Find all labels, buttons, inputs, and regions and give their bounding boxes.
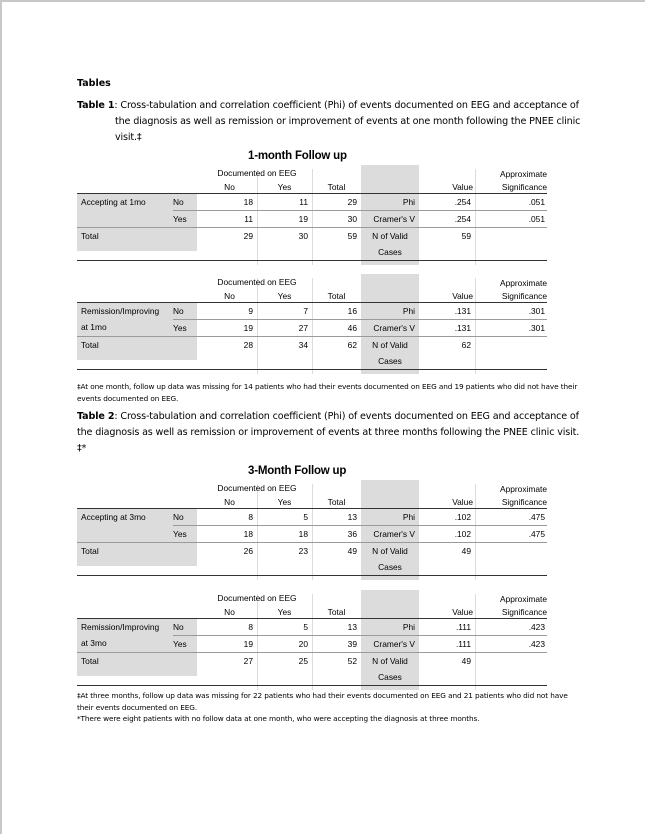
stat-header-approximate: Approximate [499,594,547,604]
stat-value: .131 [454,323,471,333]
stat-significance: .051 [528,197,545,207]
stat-label: Cramer's V [373,323,415,333]
stat-value: .111 [455,639,471,649]
cell-total: 29 [347,197,357,207]
total-total: 52 [347,656,357,666]
col-header-no: No [224,291,235,301]
row-label: Remission/Improving [81,306,160,316]
n-valid-label-line2: Cases [378,672,402,682]
total-yes: 34 [298,340,308,350]
total-no: 26 [243,546,253,556]
stat-value: .102 [454,512,471,522]
document-page [77,76,582,725]
total-no: 28 [243,340,253,350]
col-header-yes: Yes [277,497,292,507]
table2-title: 3-Month Follow up [248,465,347,477]
stat-label: Phi [402,622,415,632]
stat-label: Phi [402,197,415,207]
bottom-rule [77,369,547,370]
group-header: Documented on EEG [217,483,297,493]
stat-significance: .423 [528,622,545,632]
stat-value: .131 [454,306,471,316]
col-header-total: Total [327,182,346,192]
cell-yes: 11 [299,197,308,207]
sub-label: No [173,622,184,632]
page-border-top [0,0,645,2]
group-header: Documented on EEG [217,277,297,287]
cell-total: 36 [347,529,357,539]
col-header-no: No [224,607,235,617]
n-valid-label-line2: Cases [378,356,402,366]
stat-header-approximate: Approximate [499,169,547,179]
table1-caption-text: : Cross-tabulation and correlation coefficient (Phi) of events documented on EEG and acceptance of the diagnosis as well as remission or improvement of events at one month following the PNEE clinic visit.‡ [114,100,581,143]
cell-no: 9 [248,306,253,316]
table1-title: 1-month Follow up [248,150,347,162]
cell-no: 19 [243,323,253,333]
cell-no: 11 [244,214,253,224]
row-label: Accepting at 3mo [81,512,146,522]
stat-value: .111 [455,622,471,632]
bottom-rule [77,575,547,576]
total-total: 62 [347,340,357,350]
total-yes: 25 [298,656,308,666]
stat-label: Cramer's V [373,529,415,539]
col-header-no: No [224,497,235,507]
table1-label: Table 1 [77,100,115,111]
total-label: Total [81,546,99,556]
stat-significance: .301 [528,306,545,316]
stat-header-value: Value [452,182,473,192]
col-header-yes: Yes [277,607,292,617]
page-border-left [0,0,2,834]
col-header-total: Total [327,291,346,301]
total-total: 59 [347,231,357,241]
col-header-no: No [224,182,235,192]
bottom-rule [77,685,547,686]
stat-header-value: Value [452,607,473,617]
table2-section-remission [77,590,569,690]
row-label-line2: at 1mo [81,322,107,332]
stat-value: .102 [454,529,471,539]
n-valid-label-line2: Cases [378,247,402,257]
table1 [77,146,569,396]
cell-total: 30 [347,214,357,224]
stat-header-value: Value [452,497,473,507]
n-valid-value: 49 [461,546,471,556]
table2 [77,457,569,702]
group-header: Documented on EEG [217,168,297,178]
table1-footnote: ‡At one month, follow up data was missing for 14 patients who had their events documented on EEG and 19 patients who did not have their events documented on EEG. [77,382,578,403]
cell-no: 8 [248,622,253,632]
stat-significance: .423 [528,639,545,649]
total-label: Total [81,340,99,350]
sub-label: No [173,512,184,522]
col-header-total: Total [327,607,346,617]
n-valid-label: N of Valid [372,546,408,556]
cell-total: 46 [347,323,357,333]
table2-caption-text: : Cross-tabulation and correlation coefficient (Phi) of events documented on EEG and acceptance of the diagnosis as well as remission or improvement of events at three months following the PNEE clinic visit. ‡* [77,411,580,454]
bottom-rule [77,260,547,261]
sub-label: Yes [173,214,187,224]
total-no: 27 [243,656,253,666]
total-label: Total [81,231,99,241]
stat-header-significance: Significance [501,497,547,507]
total-total: 49 [347,546,357,556]
sub-label: Yes [173,323,187,333]
cell-yes: 5 [303,512,308,522]
cell-total: 13 [347,622,357,632]
n-valid-label-line2: Cases [378,562,402,572]
n-valid-label: N of Valid [372,656,408,666]
table2-footnote-dagger: ‡At three months, follow up data was missing for 22 patients who had their events documented on EEG and 21 patients who did not have their events documented on EEG. [77,691,568,712]
stat-header-approximate: Approximate [499,278,547,288]
cell-yes: 18 [298,529,308,539]
n-valid-label: N of Valid [372,340,408,350]
col-header-yes: Yes [277,291,292,301]
stat-value: .254 [454,197,471,207]
n-valid-label: N of Valid [372,231,408,241]
stat-label: Cramer's V [373,214,415,224]
cell-total: 13 [347,512,357,522]
stat-significance: .301 [528,323,545,333]
col-header-total: Total [327,497,346,507]
total-label: Total [81,656,99,666]
cell-yes: 5 [303,622,308,632]
cell-yes: 7 [303,306,308,316]
stat-header-value: Value [452,291,473,301]
table2-section-accepting [77,480,569,580]
stat-label: Phi [402,512,415,522]
stat-header-approximate: Approximate [499,484,547,494]
table1-caption [77,98,582,146]
table2-caption [77,409,582,457]
table1-section-remission [77,274,569,374]
total-no: 29 [243,231,253,241]
row-label: Remission/Improving [81,622,160,632]
sub-label: No [173,306,184,316]
stat-header-significance: Significance [501,182,547,192]
stat-label: Phi [402,306,415,316]
cell-no: 18 [243,197,253,207]
sub-label: Yes [173,639,187,649]
cell-yes: 20 [298,639,308,649]
cell-total: 39 [347,639,357,649]
table1-section-accepting [77,165,569,265]
cell-no: 8 [248,512,253,522]
table2-label: Table 2 [77,411,115,422]
stat-significance: .051 [528,214,545,224]
stat-label: Cramer's V [373,639,415,649]
stat-value: .254 [454,214,471,224]
n-valid-value: 49 [461,656,471,666]
stat-significance: .475 [528,529,545,539]
cell-total: 16 [347,306,357,316]
n-valid-value: 59 [461,231,471,241]
stat-header-significance: Significance [501,607,547,617]
section-heading: Tables [77,78,111,89]
cell-no: 19 [243,639,253,649]
sub-label: No [173,197,184,207]
cell-yes: 27 [298,323,308,333]
row-label-line2: at 3mo [81,638,107,648]
stat-significance: .475 [528,512,545,522]
total-yes: 23 [298,546,308,556]
group-header: Documented on EEG [217,593,297,603]
table2-footnote-asterisk: *There were eight patients with no follow data at one month, who were accepting the diagnosis at three months. [77,714,480,723]
cell-no: 18 [243,529,253,539]
col-header-yes: Yes [277,182,292,192]
row-label: Accepting at 1mo [81,197,146,207]
cell-yes: 19 [298,214,308,224]
stat-header-significance: Significance [501,291,547,301]
total-yes: 30 [298,231,308,241]
sub-label: Yes [173,529,187,539]
n-valid-value: 62 [461,340,471,350]
